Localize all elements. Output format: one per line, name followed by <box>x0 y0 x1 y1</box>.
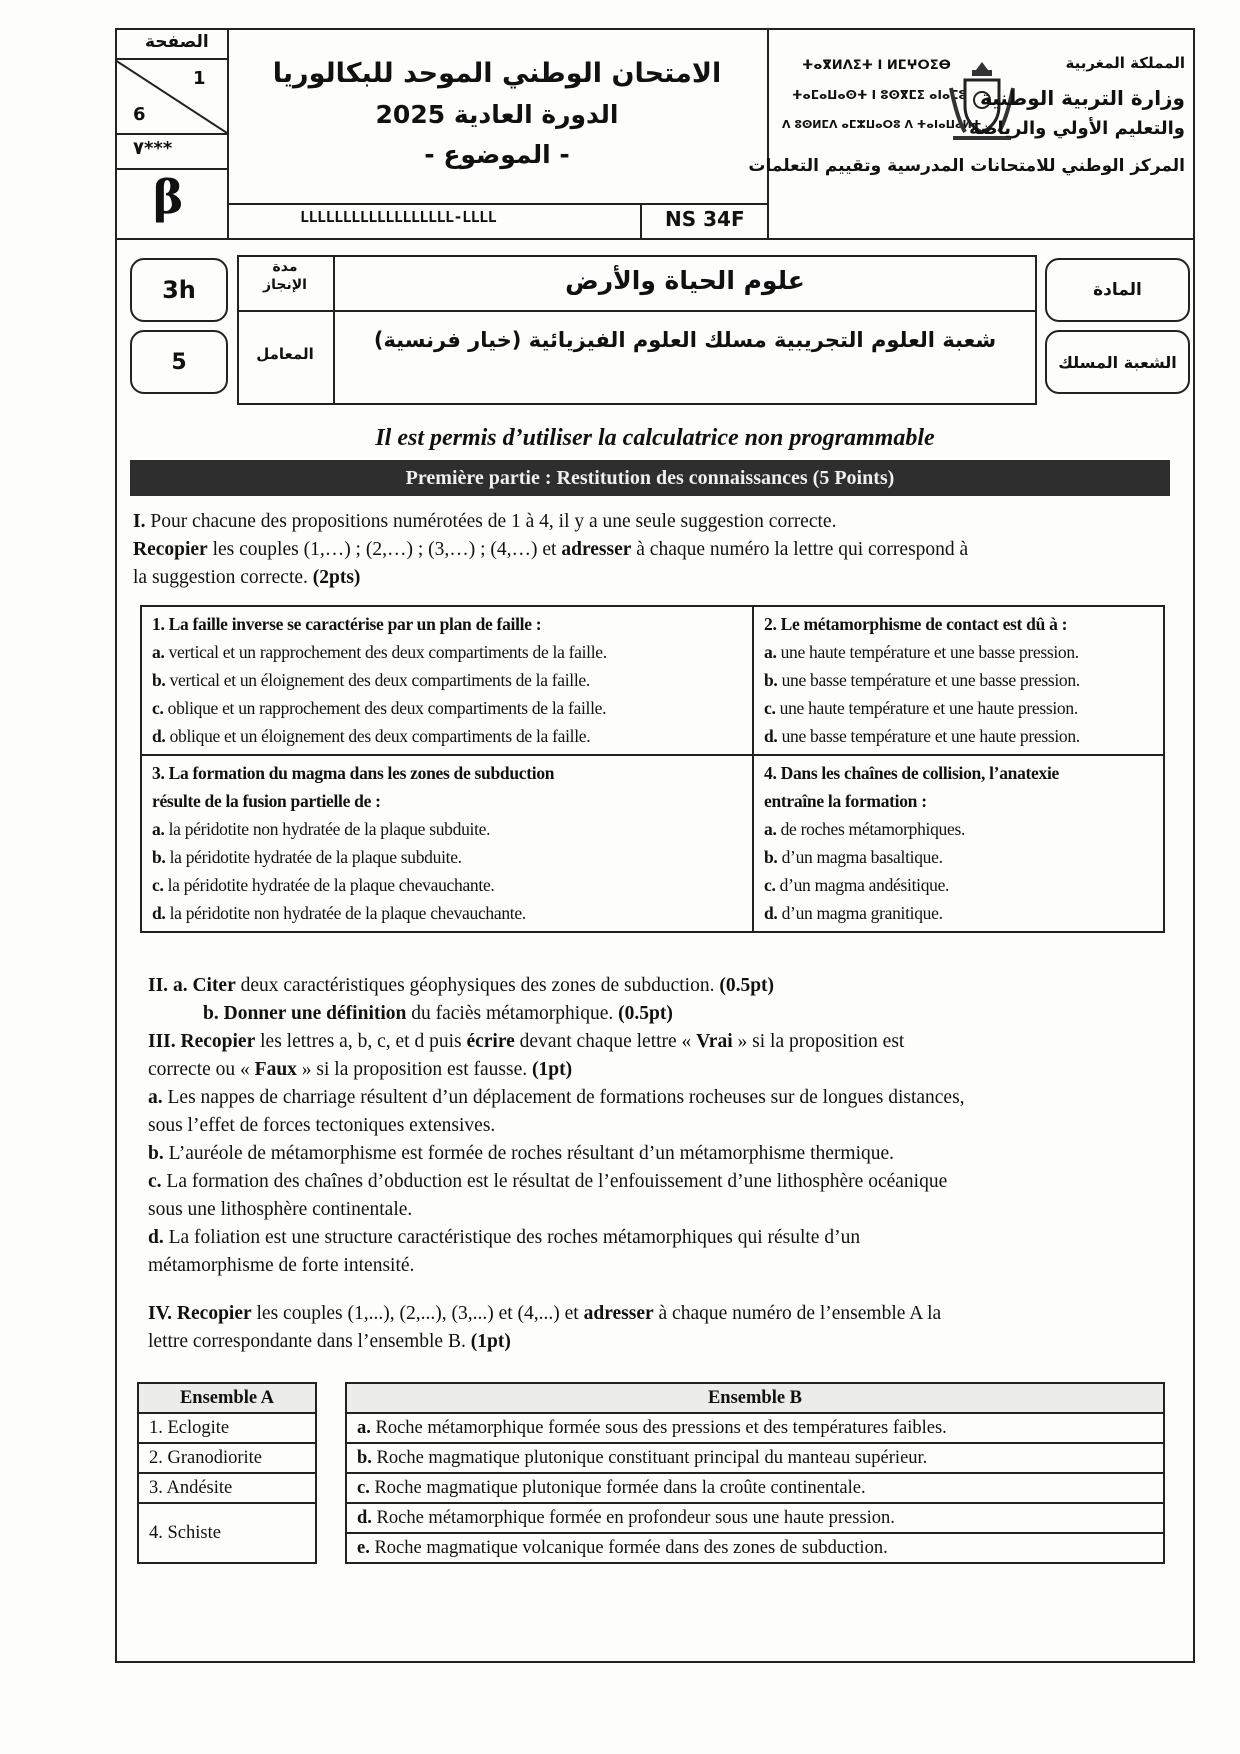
question-3: III. Recopier les lettres a, b, c, et d puis écrire devant chaque lettre « Vrai » si la proposition est correcte ou « Faux » si la proposition est fausse. (1pt) a. Les nappes de charriage résultent d’un déplacement de formations rocheuses sur de longues distances, sous l’effet de forces tectoniques extensives. b. L’auréole de métamorphisme est formée de roches résultant d’un métamorphisme thermique. c. La formation des chaînes d’obduction est le résultat de l’enfouissement d’une lithosphère océanique sous une lithosphère continentale. d. La foliation est une structure caractéristique des roches métamorphiques qui résulte d’un métamorphisme de forte intensité. <box>148 1028 1178 1280</box>
national-center: المركز الوطني للامتحانات المدرسية وتقييم التعلمات <box>748 156 1185 176</box>
option-2d: d. une basse température et une haute pression. <box>764 726 1080 746</box>
option-4b: b. d’un magma basaltique. <box>764 847 943 867</box>
option-3d: d. la péridotite non hydratée de la plaque chevauchante. <box>152 903 526 923</box>
ensemble-a-header: Ensemble A <box>138 1383 316 1413</box>
question-2: II. a. Citer deux caractéristiques géophysiques des zones de subduction. (0.5pt) b. Donner une définition du faciès métamorphique. (0.5pt) <box>148 975 775 1024</box>
ensemble-b-header: Ensemble B <box>346 1383 1164 1413</box>
q1-instr-mid: les couples (1,…) ; (2,…) ; (3,…) ; (4,…) et <box>207 539 562 560</box>
q2b-verb: Donner une définition <box>223 1003 407 1024</box>
option-4d: d. d’un magma granitique. <box>764 903 943 923</box>
proposition-1-title: 1. La faille inverse se caractérise par un plan de faille : <box>152 614 542 634</box>
proposition-4-title-1: 4. Dans les chaînes de collision, l’anatexie <box>764 763 1059 783</box>
page-diagonal <box>115 60 227 133</box>
ensemble-a-item-4: 4. Schiste <box>138 1503 316 1563</box>
ensemble-b-item-a: a. Roche métamorphique formée sous des pressions et des températures faibles. <box>346 1413 1164 1443</box>
proposition-4-title-2: entraîne la formation : <box>764 791 927 811</box>
question-4: IV. Recopier les couples (1,...), (2,...), (3,...) et (4,...) et adresser à chaque numéro de l’ensemble A la lettre correspondante dans l’ensemble B. (1pt) <box>148 1303 942 1352</box>
q2b-points: (0.5pt) <box>618 1003 673 1024</box>
ensemble-b-table <box>345 1382 1165 1564</box>
q1-points: (2pts) <box>312 567 361 588</box>
ensemble-a-table <box>137 1382 317 1564</box>
question-4-number: IV. <box>148 1303 173 1324</box>
ministry-line-2: والتعليم الأولي والرياضة <box>969 118 1185 139</box>
tifinagh-line-1: ⵜⴰⴳⵍⴷⵉⵜ ⵏ ⵍⵎⵖⵔⵉⴱ <box>802 58 951 73</box>
q2a-text: deux caractéristiques géophysiques des zones de subduction. <box>235 975 720 996</box>
option-3a: a. la péridotite non hydratée de la plaque subduite. <box>152 819 491 839</box>
question-2-number: II. <box>148 975 169 996</box>
proposition-2-title: 2. Le métamorphisme de contact est dû à : <box>764 614 1068 634</box>
duration-label-2: الإنجاز <box>263 277 307 293</box>
question-1-number: I. <box>133 511 146 532</box>
q3-item-d: d. La foliation est une structure caractéristique des roches métamorphiques qui résulte d’un <box>148 1227 861 1248</box>
proposition-3-title-2: résulte de la fusion partielle de : <box>152 791 381 811</box>
q1-instr-end-2: la suggestion correcte. <box>133 567 313 588</box>
q2a-verb: Citer <box>192 975 236 996</box>
q3-item-a: a. Les nappes de charriage résultent d’un déplacement de formations rocheuses sur de longues distances, <box>148 1087 965 1108</box>
q4-points: (1pt) <box>470 1331 511 1352</box>
q1-verb-adresser: adresser <box>561 539 632 560</box>
subject-name: علوم الحياة والأرض <box>565 266 805 295</box>
proposition-2 <box>753 606 1164 755</box>
calculator-note: Il est permis d’utiliser la calculatrice non programmable <box>375 425 935 451</box>
page-label: الصفحة <box>145 32 209 52</box>
stream-field-label: الشعبة المسلك <box>1045 330 1190 394</box>
question-1-intro: Pour chacune des propositions numérotées de 1 à 4, il y a une seule suggestion correcte. <box>150 511 837 532</box>
ministry-line-1: وزارة التربية الوطنية <box>979 86 1185 110</box>
ensemble-a-item-3: 3. Andésite <box>138 1473 316 1503</box>
tifinagh-line-2: ⵜⴰⵎⴰⵡⴰⵙⵜ ⵏ ⵓⵙⴳⵎⵉ ⴰⵏⴰⵎⵓ <box>792 88 967 102</box>
q1-verb-recopier: Recopier <box>133 539 208 560</box>
option-4a: a. de roches métamorphiques. <box>764 819 966 839</box>
tifinagh-line-3: ⴷ ⵓⵙⵍⵎⴷ ⴰⵎⵣⵡⴰⵔⵓ ⴷ ⵜⴰⵏⴰⵡⴰⵍⵜ <box>782 118 982 131</box>
coefficient-value: 5 <box>130 330 228 394</box>
option-1d: d. oblique et un éloignement des deux compartiments de la faille. <box>152 726 591 746</box>
ensemble-a-item-2: 2. Granodiorite <box>138 1443 316 1473</box>
page-number: 1 <box>193 68 206 89</box>
q2b-text: du faciès métamorphique. <box>406 1003 619 1024</box>
q1-instr-end: à chaque numéro la lettre qui correspond à <box>631 539 969 560</box>
proposition-4 <box>753 755 1164 932</box>
q3-item-b: b. L’auréole de métamorphisme est formée de roches résultant d’un métamorphisme thermique. <box>148 1143 895 1164</box>
option-2c: c. une haute température et une haute pression. <box>764 698 1078 718</box>
option-1c: c. oblique et un rapprochement des deux compartiments de la faille. <box>152 698 607 718</box>
stream-name: شعبة العلوم التجريبية مسلك العلوم الفيزيائية (خيار فرنسية) <box>373 328 997 352</box>
coefficient-label: المعامل <box>256 345 314 363</box>
question-1-text <box>133 508 1173 592</box>
proposition-3-title-1: 3. La formation du magma dans les zones de subduction <box>152 763 555 783</box>
duration-label-1: مدة <box>272 259 298 275</box>
option-3b: b. la péridotite hydratée de la plaque subduite. <box>152 847 462 867</box>
barcode-text: LLLLLLLLLLLLLLLLLL-LLLL <box>300 208 497 226</box>
duration-label <box>237 258 333 294</box>
option-1a: a. vertical et un rapprochement des deux compartiments de la faille. <box>152 642 607 662</box>
proposition-3 <box>141 755 753 932</box>
duration-value: 3h <box>130 258 228 322</box>
kingdom-name: المملكة المغربية <box>1065 54 1185 72</box>
option-3c: c. la péridotite hydratée de la plaque chevauchante. <box>152 875 495 895</box>
q2a-points: (0.5pt) <box>719 975 775 996</box>
option-4c: c. d’un magma andésitique. <box>764 875 950 895</box>
option-2a: a. une haute température et une basse pression. <box>764 642 1079 662</box>
proposition-1 <box>141 606 753 755</box>
ensemble-b-item-d: d. Roche métamorphique formée en profondeur sous une haute pression. <box>346 1503 1164 1533</box>
exam-session: الدورة العادية 2025 <box>375 100 619 129</box>
part-one-banner: Première partie : Restitution des connaissances (5 Points) <box>130 460 1170 496</box>
page-number-box <box>115 28 227 238</box>
ensemble-a-item-1: 1. Eclogite <box>138 1413 316 1443</box>
exam-title-block <box>227 28 767 208</box>
option-1b: b. vertical et un éloignement des deux compartiments de la faille. <box>152 670 590 690</box>
ensemble-b-item-b: b. Roche magmatique plutonique constituant principal du manteau supérieur. <box>346 1443 1164 1473</box>
q3-points: (1pt) <box>531 1059 573 1080</box>
ensemble-b-item-c: c. Roche magmatique plutonique formée dans la croûte continentale. <box>346 1473 1164 1503</box>
subject-label: - الموضوع - <box>424 140 570 169</box>
institution-block <box>748 28 1195 238</box>
option-2b: b. une basse température et une basse pression. <box>764 670 1080 690</box>
page-total: 6 <box>133 104 146 125</box>
code-mark: ٧*** <box>133 138 173 159</box>
question-3-number: III. <box>148 1031 176 1052</box>
version-symbol: β <box>153 170 184 224</box>
question-1-table <box>140 605 1165 933</box>
ensemble-b-item-e: e. Roche magmatique volcanique formée dans des zones de subduction. <box>346 1533 1164 1563</box>
exam-code: NS 34F <box>665 207 745 231</box>
exam-title: الامتحان الوطني الموحد للبكالوريا <box>272 58 722 89</box>
subject-field-label: المادة <box>1045 258 1190 322</box>
q3-item-c: c. La formation des chaînes d’obduction est le résultat de l’enfouissement d’une lithosphère océanique <box>148 1171 948 1192</box>
